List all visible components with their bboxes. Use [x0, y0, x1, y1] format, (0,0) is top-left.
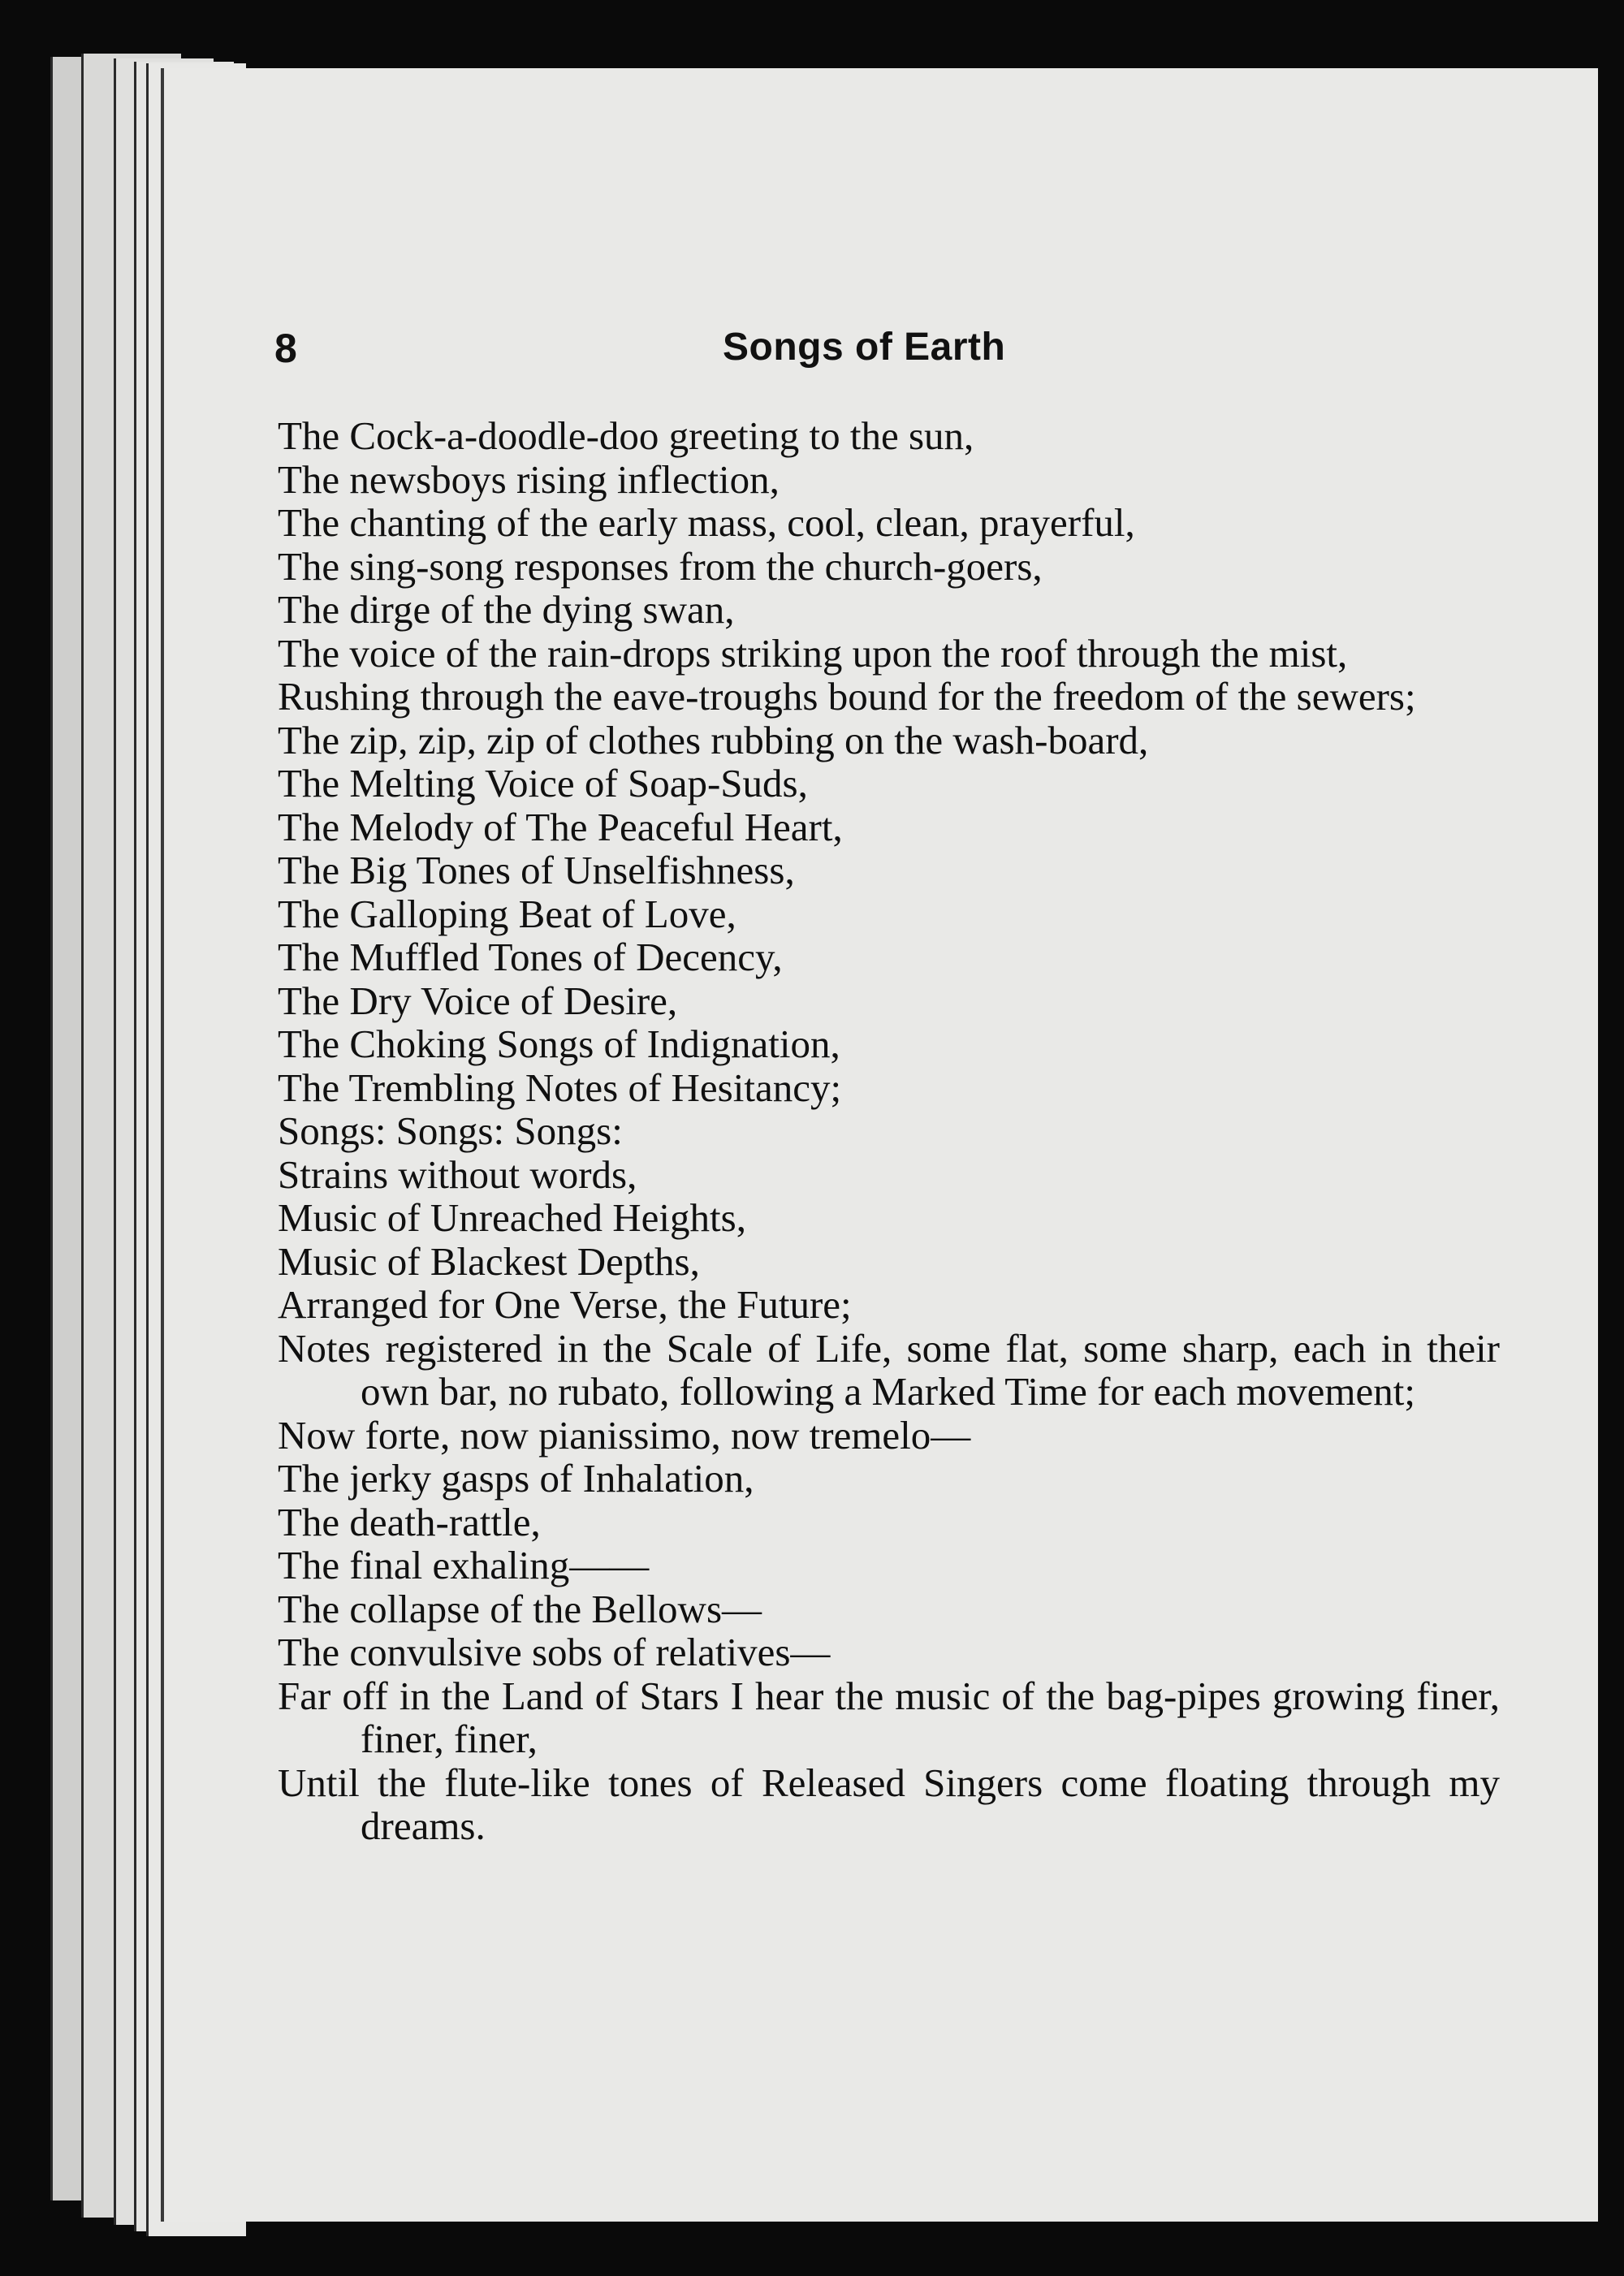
poem-line: The Melody of The Peaceful Heart,	[278, 804, 843, 849]
poem-line: The Dry Voice of Desire,	[278, 978, 678, 1023]
poem-line: The voice of the rain-drops striking upon the roof through the mist,	[278, 630, 1348, 676]
poem-line: Rushing through the eave-troughs bound for the freedom of the sewers;	[278, 674, 1416, 719]
poem-line: The jerky gasps of Inhalation,	[278, 1456, 754, 1501]
poem-line: The convulsive sobs of relatives—	[278, 1630, 831, 1674]
poem-line: The zip, zip, zip of clothes rubbing on the wash-board,	[278, 717, 1149, 762]
poem-line: The Trembling Notes of Hesitancy;	[278, 1065, 842, 1110]
poem-line: Music of Blackest Depths,	[278, 1238, 700, 1284]
poem-line: The Melting Voice of Soap-Suds,	[278, 761, 808, 805]
poem-line: The Big Tones of Unselfishness,	[278, 848, 795, 892]
page-number: 8	[274, 326, 297, 371]
page-header	[274, 325, 1492, 382]
poem-line: Strains without words,	[278, 1151, 637, 1197]
poem-line: The dirge of the dying swan,	[278, 587, 735, 632]
poem-line: The collapse of the Bellows—	[278, 1586, 762, 1631]
poem-line: The sing-song responses from the church-goers,	[278, 543, 1043, 589]
poem-line: The chanting of the early mass, cool, clean, prayerful,	[278, 500, 1135, 545]
poem-line: The Galloping Beat of Love,	[278, 891, 736, 936]
running-title: Songs of Earth	[723, 326, 1006, 369]
poem-line: Arranged for One Verse, the Future;	[278, 1282, 852, 1327]
poem-line: Notes registered in the Scale of Life, some flat, some sharp, each in their own bar, no rubato, following a Marked Time for each movement;	[278, 1325, 1500, 1414]
poem-line: The Cock-a-doodle-doo greeting to the sun,	[278, 413, 974, 458]
poem-line: Music of Unreached Heights,	[278, 1195, 746, 1240]
poem-line: The Muffled Tones of Decency,	[278, 935, 783, 979]
poem-line: The death-rattle,	[278, 1499, 541, 1544]
poem-line: Now forte, now pianissimo, now tremelo—	[278, 1412, 971, 1458]
poem-line: The newsboys rising inflection,	[278, 456, 780, 502]
poem-line: Until the flute-like tones of Released Singers come floating through my dreams.	[278, 1760, 1500, 1848]
poem-line: Far off in the Land of Stars I hear the music of the bag-pipes growing finer, finer, finer,	[278, 1673, 1500, 1761]
poem-body	[278, 414, 1500, 1848]
poem-line: The Choking Songs of Indignation,	[278, 1021, 840, 1066]
poem-line: Songs: Songs: Songs:	[278, 1108, 623, 1153]
poem-line: The final exhaling——	[278, 1543, 650, 1587]
